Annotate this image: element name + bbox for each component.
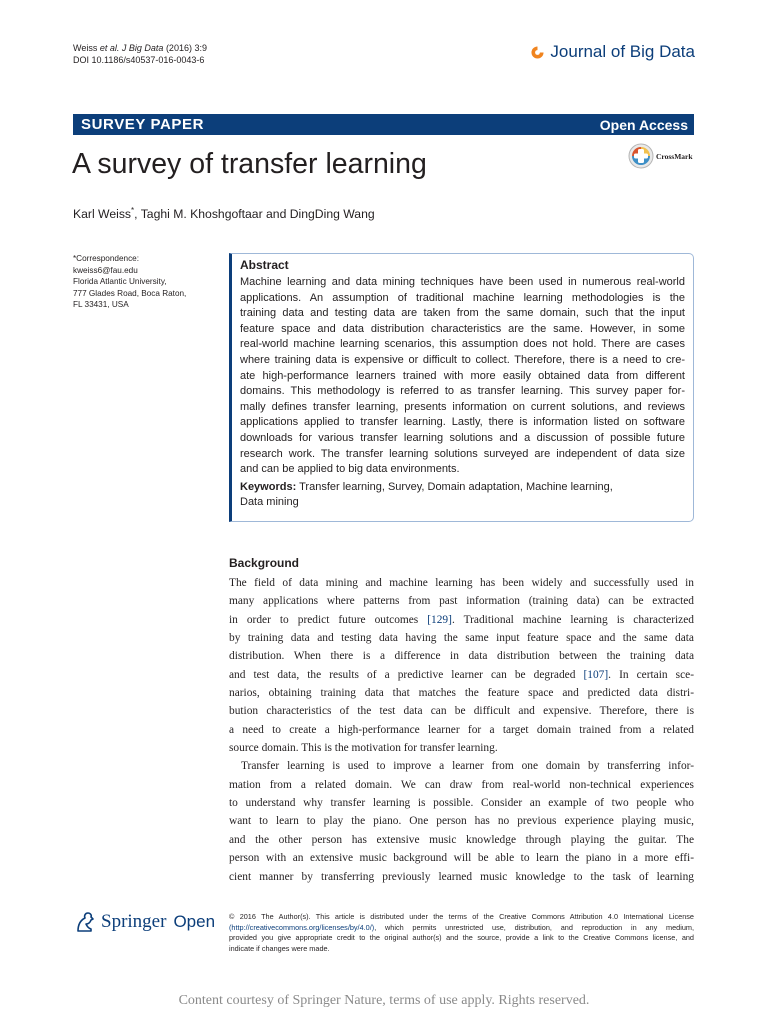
- abstract-line: domains. This methodology is referred to as transfer learning. This survey paper for-: [240, 385, 685, 398]
- corresponding-mark: *: [131, 206, 135, 215]
- open-access-label: Open Access: [599, 116, 688, 133]
- journal-logo-icon: [531, 46, 544, 59]
- abstract-box: [229, 253, 694, 522]
- reference-link[interactable]: [129]: [427, 613, 452, 626]
- abstract-line: research work. The transfer learning solutions surveyed are independent of data size: [240, 447, 685, 460]
- abstract-text: [240, 275, 685, 478]
- affiliation-line: FL 33431, USA: [73, 300, 129, 310]
- body-line: a need to create a high-performance learner for a target domain trained from a related: [229, 723, 694, 736]
- license-line: (http://creativecommons.org/licenses/by/4.0/), which permits unrestricted use, distribution, and reproduction in any medium,: [229, 922, 694, 932]
- correspondence-block: [73, 253, 218, 311]
- article-type: SURVEY PAPER: [81, 116, 205, 133]
- license-text: [229, 912, 694, 954]
- abstract-line: ate high-performance learners trained with more easily obtained data from different: [240, 369, 685, 382]
- keywords-label: Keywords:: [240, 480, 297, 493]
- keywords-list: Transfer learning, Survey, Domain adaptation, Machine learning,: [299, 480, 613, 493]
- keywords-list-cont: Data mining: [240, 496, 299, 509]
- author-first: Karl Weiss: [73, 207, 132, 222]
- body-line: Transfer learning is used to improve a learner from one domain by transferring infor-: [241, 760, 694, 773]
- body-line: in order to predict future outcomes [129]. Traditional machine learning is characterized: [229, 613, 694, 626]
- publisher-name: Springer: [101, 911, 167, 932]
- abstract-line: training data and testing data are taken from the same domain, such that the input: [240, 307, 685, 320]
- paper-title: A survey of transfer learning: [72, 148, 427, 180]
- body-line: The field of data mining and machine learning has been widely and successfully used in: [229, 577, 694, 589]
- body-line: mation from a related domain. We can draw from real-world non-technical experiences: [229, 778, 694, 791]
- abstract-line: downloads for various transfer learning solutions and a discussion of possible future: [240, 431, 685, 444]
- springer-open-logo: [73, 910, 215, 934]
- body-line: bution characteristics of the test data can be difficult and expensive. Therefore, there is: [229, 705, 694, 718]
- license-line: © 2016 The Author(s). This article is distributed under the terms of the Creative Commons Attribution 4.0 International License: [229, 912, 694, 921]
- body-line: want to learn to play the piano. One person has no previous experience playing music,: [229, 815, 694, 828]
- article-type-banner: [73, 114, 694, 135]
- citation: [73, 42, 207, 66]
- abstract-line: real-world machine learning scenarios, this assumption does not hold. There are cases: [240, 338, 685, 351]
- license-line: indicate if changes were made.: [229, 943, 330, 953]
- crossmark-icon: [628, 143, 654, 169]
- body-line: cient manner by transferring previously learned music knowledge to the task of learning: [229, 870, 694, 883]
- body-line: and the other person has extensive music knowledge through playing the guitar. The: [229, 833, 694, 846]
- body-text: [229, 574, 694, 886]
- abstract-line: Machine learning and data mining techniques have been used in numerous real-world: [240, 276, 685, 288]
- body-line: distribution. When there is a difference in data distribution between the training data: [229, 650, 694, 663]
- license-line: provided you give appropriate credit to the original author(s) and the source, provide a link to the Creative Commons license, and: [229, 933, 694, 942]
- body-line: and test data, the results of a predictive learner can be degraded [107]. In certain sce-: [229, 668, 694, 681]
- body-line: to understand why transfer learning is possible. Consider an example of two people who: [229, 797, 694, 810]
- publisher-open: Open: [173, 912, 216, 931]
- crossmark-label: CrossMark: [656, 151, 693, 161]
- abstract-line: applications applied to transfer learning. Lastly, there is information listed on software: [240, 416, 685, 429]
- license-link[interactable]: (http://creativecommons.org/licenses/by/4.0/): [229, 922, 375, 932]
- abstract-line: feature space and data distribution characteristics are the same. However, in some: [240, 322, 685, 335]
- section-heading-background: Background: [229, 556, 300, 570]
- springer-horse-icon: [73, 910, 97, 934]
- body-line: narios, obtaining training data that matches the feature space and predicted data distri-: [229, 687, 694, 700]
- correspondence-label: *Correspondence:: [73, 254, 139, 263]
- body-line: source domain. This is the motivation for transfer learning.: [229, 742, 498, 755]
- abstract-line: mally defines transfer learning, presents information on current solutions, and reviews: [240, 400, 685, 413]
- correspondence-email[interactable]: kweiss6@fau.edu: [73, 265, 138, 275]
- body-line: by training data and testing data having the same input feature space and the same data: [229, 632, 694, 645]
- journal-brand: [531, 42, 695, 62]
- content-courtesy-footer: Content courtesy of Springer Nature, terms of use apply. Rights reserved.: [178, 993, 590, 1008]
- abstract-line: and can be applied to big data environments.: [240, 463, 460, 476]
- reference-link[interactable]: [107]: [583, 668, 609, 681]
- author-rest: , Taghi M. Khoshgoftaar and DingDing Wang: [134, 207, 375, 222]
- body-line: person with an extensive music background will be able to learn the piano in a more effi-: [229, 852, 694, 865]
- citation-line: Weiss et al. J Big Data (2016) 3:9: [73, 43, 207, 53]
- keywords: [240, 480, 685, 511]
- doi: DOI 10.1186/s40537-016-0043-6: [73, 55, 205, 65]
- crossmark-badge[interactable]: [628, 143, 693, 169]
- abstract-line: applications. An assumption of traditional machine learning methodologies is the: [240, 291, 685, 304]
- abstract-heading: Abstract: [240, 258, 289, 272]
- author-list: [73, 206, 375, 221]
- affiliation-line: Florida Atlantic University,: [73, 277, 167, 287]
- abstract-line: where training data is expensive or difficult to collect. Therefore, there is a need to cre-: [240, 353, 685, 366]
- affiliation-line: 777 Glades Road, Boca Raton,: [73, 288, 187, 298]
- body-line: many applications where patterns from past information (training data) can be extracted: [229, 595, 694, 608]
- journal-name: Journal of Big Data: [550, 42, 695, 61]
